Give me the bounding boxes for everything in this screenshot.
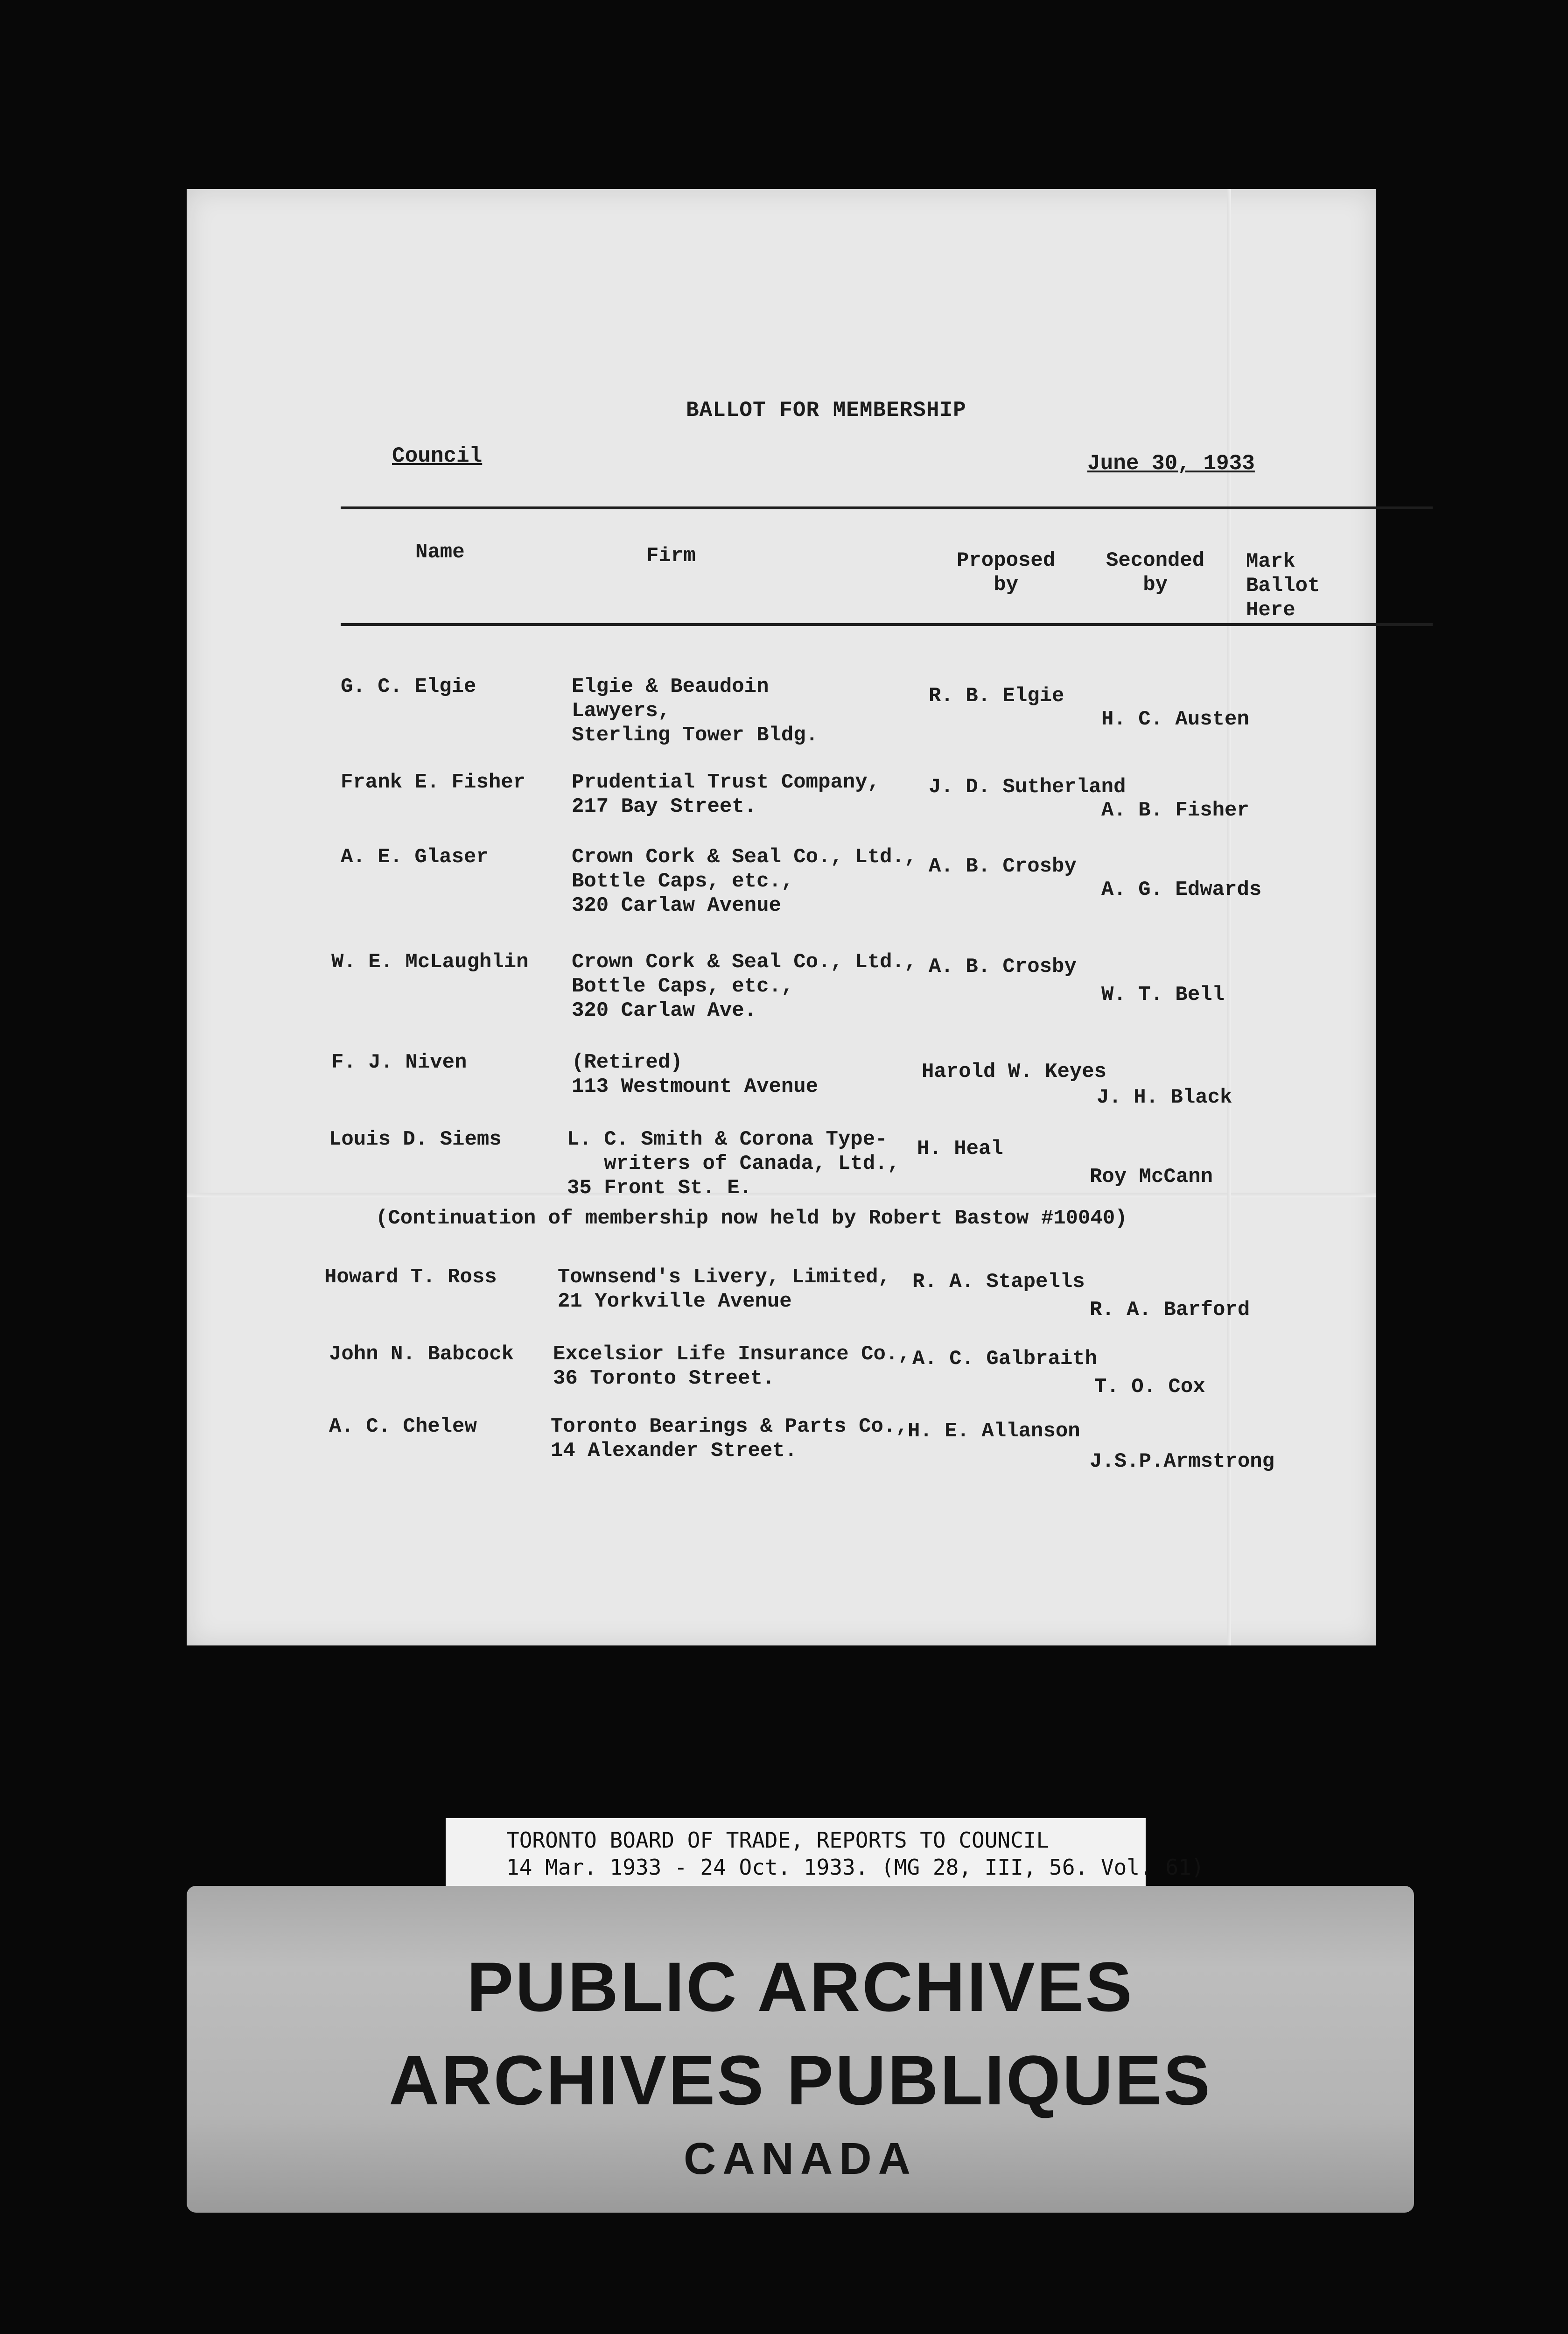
member-seconded-by: Roy McCann: [1090, 1165, 1213, 1188]
member-proposed-by: R. B. Elgie: [929, 684, 1064, 708]
member-firm: (Retired) 113 Westmount Avenue: [572, 1051, 819, 1098]
column-header-proposed: Proposed by: [957, 549, 1056, 597]
archives-folder: [187, 1886, 1414, 2213]
member-firm: Crown Cork & Seal Co., Ltd., Bottle Caps, etc., 320 Carlaw Avenue: [572, 845, 917, 917]
member-name: Louis D. Siems: [329, 1128, 502, 1151]
member-proposed-by: Harold W. Keyes: [922, 1060, 1107, 1083]
member-firm: Townsend's Livery, Limited, 21 Yorkville Avenue: [558, 1265, 890, 1313]
member-seconded-by: A. G. Edwards: [1101, 878, 1262, 901]
member-seconded-by: A. B. Fisher: [1101, 799, 1249, 822]
member-name: W. E. McLaughlin: [331, 950, 529, 974]
column-header-seconded: Seconded by: [1106, 549, 1205, 597]
member-firm: Excelsior Life Insurance Co., 36 Toronto Street.: [553, 1343, 910, 1390]
document-title: BALLOT FOR MEMBERSHIP: [686, 398, 966, 422]
member-seconded-by: T. O. Cox: [1094, 1375, 1205, 1399]
council-heading: Council: [392, 444, 483, 468]
member-name: Howard T. Ross: [324, 1265, 497, 1289]
archive-label-line1: TORONTO BOARD OF TRADE, REPORTS TO COUNCIL: [506, 1828, 1050, 1853]
column-header-mark: Mark Ballot Here: [1246, 550, 1320, 622]
folder-stamp-line3: CANADA: [684, 2134, 917, 2184]
member-seconded-by: J. H. Black: [1097, 1086, 1232, 1109]
member-proposed-by: H. Heal: [917, 1137, 1003, 1160]
member-proposed-by: R. A. Stapells: [912, 1270, 1085, 1294]
document-date: June 30, 1933: [1087, 451, 1255, 476]
ballot-sheet: [187, 189, 1376, 1645]
folder-stamp-line1: PUBLIC ARCHIVES: [467, 1947, 1134, 2026]
member-proposed-by: J. D. Sutherland: [929, 775, 1126, 799]
member-proposed-by: A. C. Galbraith: [912, 1347, 1098, 1371]
member-proposed-by: A. B. Crosby: [929, 955, 1077, 978]
member-name: John N. Babcock: [329, 1343, 514, 1366]
folder-stamp-line2: ARCHIVES PUBLIQUES: [389, 2041, 1212, 2119]
member-firm: Crown Cork & Seal Co., Ltd., Bottle Caps, etc., 320 Carlaw Ave.: [572, 950, 917, 1022]
member-name: A. C. Chelew: [329, 1415, 477, 1438]
continuation-note: (Continuation of membership now held by Robert Bastow #10040): [376, 1207, 1127, 1230]
member-seconded-by: H. C. Austen: [1101, 708, 1249, 731]
member-name: Frank E. Fisher: [341, 771, 526, 794]
header-rule-bottom: [341, 623, 1433, 626]
member-firm: L. C. Smith & Corona Type- writers of Canada, Ltd., 35 Front St. E.: [567, 1128, 900, 1200]
column-header-firm: Firm: [646, 544, 696, 568]
member-name: A. E. Glaser: [341, 845, 489, 869]
archive-label: [446, 1818, 1204, 1888]
header-rule-top: [341, 506, 1433, 509]
member-seconded-by: J.S.P.Armstrong: [1090, 1450, 1275, 1473]
member-proposed-by: H. E. Allanson: [908, 1420, 1080, 1443]
member-firm: Elgie & Beaudoin Lawyers, Sterling Tower Bldg.: [572, 675, 819, 747]
member-proposed-by: A. B. Crosby: [929, 855, 1077, 878]
member-name: F. J. Niven: [331, 1051, 467, 1074]
member-seconded-by: R. A. Barford: [1090, 1298, 1250, 1322]
column-header-name: Name: [415, 541, 465, 564]
member-seconded-by: W. T. Bell: [1101, 983, 1225, 1006]
paper-vertical-fold: [1227, 189, 1231, 1645]
archive-label-line2: 14 Mar. 1933 - 24 Oct. 1933. (MG 28, III, 56. Vol. 61): [506, 1855, 1204, 1880]
member-firm: Prudential Trust Company, 217 Bay Street.: [572, 771, 880, 818]
member-name: G. C. Elgie: [341, 675, 476, 698]
member-firm: Toronto Bearings & Parts Co., 14 Alexander Street.: [551, 1415, 908, 1462]
